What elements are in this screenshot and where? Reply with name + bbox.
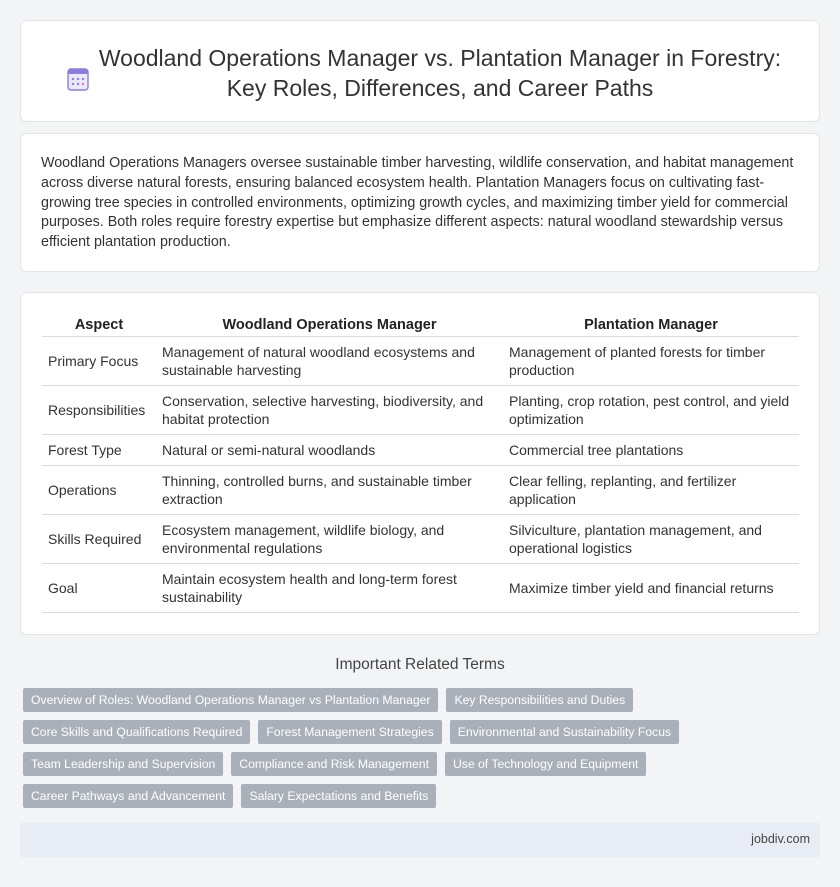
row-aspect: Primary Focus <box>42 337 156 386</box>
table-row <box>42 435 799 466</box>
row-woodland-value: Thinning, controlled burns, and sustainable timber extraction <box>156 466 503 515</box>
page-title: Woodland Operations Manager vs. Plantation Manager in Forestry: Key Roles, Differences, and Career Paths <box>98 45 782 101</box>
row-aspect: Skills Required <box>42 515 156 564</box>
row-plantation-value: Planting, crop rotation, pest control, and yield optimization <box>503 386 799 435</box>
row-plantation-value: Silviculture, plantation management, and operational logistics <box>503 515 799 564</box>
row-woodland-value: Natural or semi-natural woodlands <box>156 435 503 466</box>
related-term-tag[interactable]: Environmental and Sustainability Focus <box>450 720 679 744</box>
related-term-tag[interactable]: Salary Expectations and Benefits <box>241 784 436 808</box>
header-card <box>20 20 820 122</box>
intro-paragraph: Woodland Operations Managers oversee sustainable timber harvesting, wildlife conservation, and habitat management across diverse natural forests, ensuring balanced ecosystem health. Plantation Managers focus on cultivating fast-growing tree species in controlled environments, optimizing growth cycles, and maximizing timber yield for commercial purposes. Both roles require forestry expertise but emphasize different aspects: natural woodland stewardship versus efficient plantation production. <box>41 155 794 251</box>
row-aspect: Responsibilities <box>42 386 156 435</box>
row-aspect: Forest Type <box>42 435 156 466</box>
table-row <box>42 337 799 386</box>
comparison-card <box>20 292 820 635</box>
tag-row <box>23 688 823 712</box>
tag-row <box>23 720 823 744</box>
table-row <box>42 515 799 564</box>
row-aspect: Operations <box>42 466 156 515</box>
row-woodland-value: Management of natural woodland ecosystems and sustainable harvesting <box>156 337 503 386</box>
related-term-tag[interactable]: Overview of Roles: Woodland Operations Manager vs Plantation Manager <box>23 688 438 712</box>
table-row <box>42 564 799 613</box>
table-row <box>42 386 799 435</box>
footer-site-link[interactable]: jobdiv.com <box>751 832 810 846</box>
related-terms-title: Important Related Terms <box>335 656 505 673</box>
row-aspect: Goal <box>42 564 156 613</box>
related-term-tag[interactable]: Core Skills and Qualifications Required <box>23 720 250 744</box>
footer-bar <box>20 823 820 857</box>
tag-row <box>23 784 823 808</box>
related-term-tag[interactable]: Team Leadership and Supervision <box>23 752 223 776</box>
row-plantation-value: Clear felling, replanting, and fertilizer application <box>503 466 799 515</box>
related-term-tag[interactable]: Key Responsibilities and Duties <box>446 688 633 712</box>
table-header-row <box>42 315 799 337</box>
related-term-tag[interactable]: Career Pathways and Advancement <box>23 784 233 808</box>
row-plantation-value: Maximize timber yield and financial returns <box>503 564 799 613</box>
header-woodland-manager: Woodland Operations Manager <box>156 315 503 337</box>
row-plantation-value: Commercial tree plantations <box>503 435 799 466</box>
comparison-table <box>42 315 799 613</box>
tag-row <box>23 752 823 776</box>
table-row <box>42 466 799 515</box>
related-term-tag[interactable]: Forest Management Strategies <box>258 720 441 744</box>
header-aspect: Aspect <box>42 315 156 337</box>
row-plantation-value: Management of planted forests for timber production <box>503 337 799 386</box>
row-woodland-value: Maintain ecosystem health and long-term forest sustainability <box>156 564 503 613</box>
intro-card <box>20 133 820 272</box>
row-woodland-value: Conservation, selective harvesting, biodiversity, and habitat protection <box>156 386 503 435</box>
related-terms-tags <box>23 688 823 816</box>
row-woodland-value: Ecosystem management, wildlife biology, and environmental regulations <box>156 515 503 564</box>
header-plantation-manager: Plantation Manager <box>503 315 799 337</box>
related-term-tag[interactable]: Use of Technology and Equipment <box>445 752 646 776</box>
related-term-tag[interactable]: Compliance and Risk Management <box>231 752 437 776</box>
